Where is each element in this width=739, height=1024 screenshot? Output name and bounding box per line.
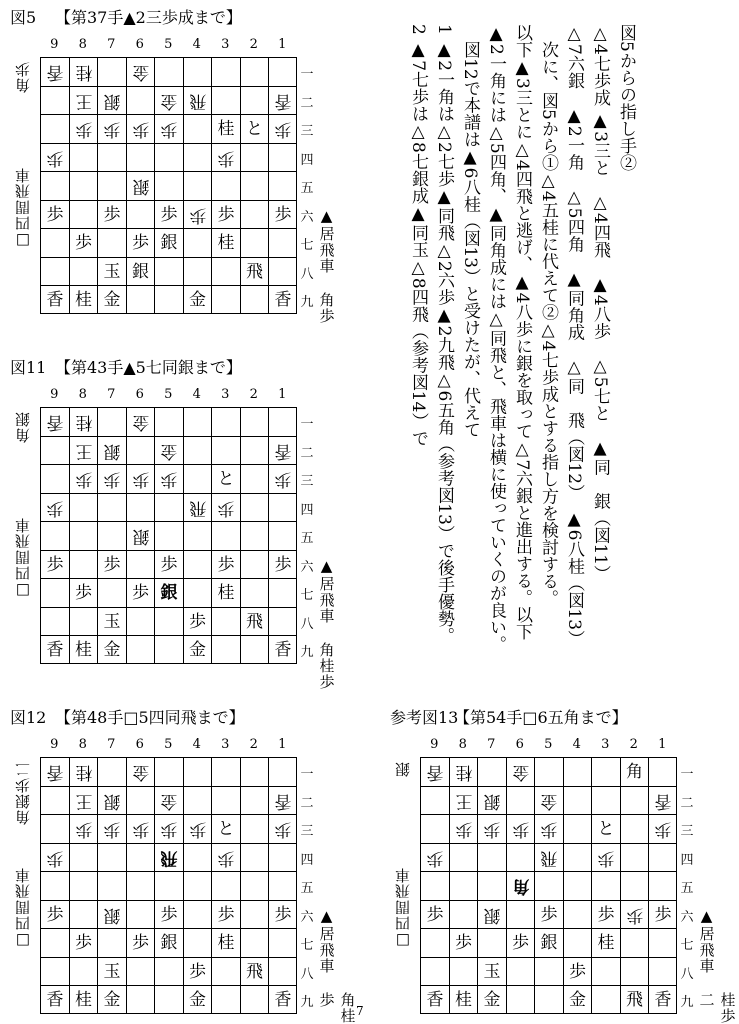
sente-piece: 飛 xyxy=(246,611,263,632)
gote-piece: 王 xyxy=(75,90,92,111)
file-number: 8 xyxy=(78,387,87,402)
gote-piece: 金 xyxy=(540,790,558,811)
sente-piece: 歩 xyxy=(46,204,64,225)
gote-piece: 桂 xyxy=(75,62,92,82)
file-number: 7 xyxy=(107,737,116,752)
sente-piece: 香 xyxy=(46,290,64,310)
gote-piece: 香 xyxy=(274,790,292,811)
sente-piece: と xyxy=(246,119,263,139)
gote-piece: 香 xyxy=(274,90,292,111)
rank-number: 八 xyxy=(300,966,314,982)
file-number: 8 xyxy=(78,37,87,52)
file-number: 4 xyxy=(192,37,201,52)
sente-piece: 金 xyxy=(569,990,586,1010)
gote-piece: 銀 xyxy=(132,526,149,546)
section-heading: 図5からの指し手② xyxy=(616,24,636,171)
sente-piece: 歩 xyxy=(103,204,121,225)
gote-piece: 金 xyxy=(160,440,178,461)
rank-number: 五 xyxy=(300,181,314,196)
gote-player-name: □四間飛車 xyxy=(14,167,32,250)
gote-hand-pieces: 角銀 xyxy=(14,411,32,443)
sente-piece: 銀 xyxy=(132,261,149,282)
sente-piece: 歩 xyxy=(46,904,64,925)
sente-piece: 歩 xyxy=(189,611,206,632)
gote-player-name: □四間飛車 xyxy=(14,517,32,600)
sente-piece: 桂 xyxy=(75,990,92,1010)
gote-piece: 飛 xyxy=(540,847,558,868)
sente-piece: 桂 xyxy=(597,933,615,953)
rank-number: 七 xyxy=(680,938,694,953)
sente-piece: 歩 xyxy=(189,961,206,982)
gote-piece: 金 xyxy=(160,90,178,111)
sente-piece: 香 xyxy=(274,640,292,660)
rank-number: 三 xyxy=(300,824,314,839)
rank-number: 一 xyxy=(680,767,694,782)
rank-number: 七 xyxy=(300,238,314,253)
rank-number: 七 xyxy=(300,938,314,953)
sente-piece: 金 xyxy=(189,290,206,310)
sente-piece: 歩 xyxy=(132,583,149,603)
sente-piece: 玉 xyxy=(103,961,121,982)
file-number: 1 xyxy=(278,37,287,52)
sente-piece: 歩 xyxy=(217,904,235,925)
gote-piece: 歩 xyxy=(654,819,672,839)
gote-piece: 歩 xyxy=(75,819,92,839)
sente-piece: 桂 xyxy=(75,640,92,660)
file-number: 6 xyxy=(135,37,144,52)
file-number: 2 xyxy=(249,387,258,402)
sente-piece: 歩 xyxy=(46,554,64,575)
diagram-title: 【第43手▲5七同銀まで】 xyxy=(55,358,242,377)
diagram-title: 【第37手▲2三歩成まで】 xyxy=(55,8,242,27)
sente-piece: 角 xyxy=(626,762,643,782)
rank-number: 五 xyxy=(300,881,314,896)
note-line-2: 2 ▲7七歩は△8七銀成▲同玉△8四飛（参考図14）で xyxy=(408,24,428,447)
sente-player-name: ▲居飛車 xyxy=(697,907,716,974)
gote-piece: 香 xyxy=(46,762,64,782)
gote-piece: 飛 xyxy=(189,497,206,518)
sente-piece: 歩 xyxy=(540,904,558,925)
gote-piece: 歩 xyxy=(512,819,529,839)
file-number: 6 xyxy=(515,737,524,752)
file-number: 3 xyxy=(601,737,610,752)
gote-piece: 歩 xyxy=(626,904,643,925)
sente-piece: 歩 xyxy=(569,961,586,982)
sente-piece: 桂 xyxy=(455,990,472,1010)
sente-piece: 歩 xyxy=(217,554,235,575)
file-number: 5 xyxy=(164,387,173,402)
gote-piece: 歩 xyxy=(160,819,178,839)
diagram-title: 【第48手□5四同飛まで】 xyxy=(55,708,245,727)
rank-number: 九 xyxy=(300,645,314,660)
gote-piece: 歩 xyxy=(103,119,121,139)
sente-piece: 金 xyxy=(189,990,206,1010)
rank-number: 六 xyxy=(300,559,314,575)
gote-piece: 角 xyxy=(512,876,529,896)
gote-piece: 歩 xyxy=(103,469,121,489)
paragraph-line-3: ▲2一角には△5四角、▲同角成には△同飛と、飛車は横に使っていくのが良い。 xyxy=(486,24,506,653)
rank-number: 二 xyxy=(300,795,314,811)
file-number: 2 xyxy=(629,737,638,752)
note-line-1: 1 ▲2一角は△2七歩▲同飛△2六歩▲2九飛△6五角（参考図13）で後手優勢。 xyxy=(434,24,454,644)
gote-piece: 歩 xyxy=(217,847,235,868)
sente-piece: 桂 xyxy=(217,233,235,253)
gote-piece: 歩 xyxy=(189,819,206,839)
file-number: 9 xyxy=(430,737,439,752)
gote-piece: 歩 xyxy=(132,119,149,139)
file-number: 8 xyxy=(458,737,467,752)
sente-player-name: ▲居飛車 xyxy=(317,557,336,624)
article-text xyxy=(405,24,639,684)
gote-piece: 金 xyxy=(132,762,149,782)
gote-piece: 香 xyxy=(46,412,64,432)
gote-hand-pieces: 角歩 xyxy=(14,61,32,93)
sente-piece: 歩 xyxy=(512,933,529,953)
sente-piece: 歩 xyxy=(274,904,292,925)
gote-piece: 歩 xyxy=(455,819,472,839)
gote-piece: 桂 xyxy=(75,412,92,432)
rank-number: 一 xyxy=(300,67,314,82)
rank-number: 七 xyxy=(300,588,314,603)
sente-piece: 歩 xyxy=(132,933,149,953)
gote-piece: 銀 xyxy=(483,790,501,811)
file-number: 7 xyxy=(487,737,496,752)
gote-piece: 歩 xyxy=(160,119,178,139)
gote-piece: 歩 xyxy=(75,119,92,139)
diagram-label: 参考図13 xyxy=(390,708,459,727)
shogi-board xyxy=(40,757,297,1014)
sente-piece: 歩 xyxy=(654,904,672,925)
gote-piece: 香 xyxy=(426,762,444,782)
gote-piece: 香 xyxy=(654,790,672,811)
sente-player-name: ▲居飛車 xyxy=(317,207,336,274)
sente-piece: 金 xyxy=(103,640,121,660)
gote-piece: 歩 xyxy=(274,819,292,839)
sente-piece: 歩 xyxy=(160,554,178,575)
rank-number: 八 xyxy=(300,616,314,632)
rank-number: 六 xyxy=(680,909,694,925)
sente-piece: 桂 xyxy=(217,933,235,953)
sente-piece: 歩 xyxy=(455,933,472,953)
shogi-board xyxy=(420,757,677,1014)
sente-piece: と xyxy=(217,819,235,839)
sente-piece: と xyxy=(217,469,235,489)
gote-piece: 歩 xyxy=(160,469,178,489)
paragraph-line-2: 以下▲3三とに△4四飛と逃げ、▲4八歩に銀を取って△7六銀と進出する。以下 xyxy=(512,24,532,641)
rank-number: 三 xyxy=(300,124,314,139)
rank-number: 九 xyxy=(680,995,694,1010)
sente-hand-pieces: 角歩 xyxy=(317,292,336,324)
sente-piece: 歩 xyxy=(75,933,92,953)
grid-line xyxy=(620,758,621,1013)
file-number: 2 xyxy=(249,737,258,752)
gote-piece: 金 xyxy=(160,790,178,811)
gote-piece: 歩 xyxy=(274,469,292,489)
sente-piece: 歩 xyxy=(132,233,149,253)
sente-piece: 銀 xyxy=(540,933,558,953)
gote-piece: 歩 xyxy=(46,497,64,518)
gote-piece: 歩 xyxy=(132,469,149,489)
sente-piece: 香 xyxy=(274,990,292,1010)
rank-number: 四 xyxy=(300,152,314,168)
rank-number: 八 xyxy=(680,966,694,982)
sente-hand-pieces: 角桂歩 xyxy=(317,992,357,1024)
sente-piece: 金 xyxy=(103,990,121,1010)
sente-piece: 歩 xyxy=(75,233,92,253)
file-number: 4 xyxy=(192,387,201,402)
gote-piece: 歩 xyxy=(189,204,206,225)
rank-number: 一 xyxy=(300,767,314,782)
file-number: 3 xyxy=(221,387,230,402)
file-number: 3 xyxy=(221,737,230,752)
gote-piece: 飛 xyxy=(160,847,178,868)
gote-piece: 香 xyxy=(274,440,292,461)
sente-piece: 桂 xyxy=(217,583,235,603)
file-number: 1 xyxy=(658,737,667,752)
gote-piece: 歩 xyxy=(483,819,501,839)
gote-hand-pieces: 銀 xyxy=(394,761,412,777)
sente-piece: 桂 xyxy=(217,119,235,139)
gote-piece: 歩 xyxy=(132,819,149,839)
gote-piece: 桂 xyxy=(455,762,472,782)
sente-piece: 歩 xyxy=(426,904,444,925)
diagram-label: 図5 xyxy=(10,8,37,27)
gote-piece: 歩 xyxy=(75,469,92,489)
sente-piece: 銀 xyxy=(160,583,178,603)
gote-piece: 王 xyxy=(75,440,92,461)
rank-number: 五 xyxy=(680,881,694,896)
gote-piece: 桂 xyxy=(75,762,92,782)
sente-piece: 香 xyxy=(46,640,64,660)
gote-piece: 歩 xyxy=(46,847,64,868)
rank-number: 四 xyxy=(300,502,314,518)
shogi-board xyxy=(40,407,297,664)
gote-hand-pieces: 角銀歩二 xyxy=(14,761,32,825)
rank-number: 四 xyxy=(680,852,694,868)
diagram-label: 図12 xyxy=(10,708,47,727)
gote-piece: 銀 xyxy=(103,790,121,811)
gote-piece: 歩 xyxy=(217,497,235,518)
gote-player-name: □四間飛車 xyxy=(14,867,32,950)
sente-piece: 香 xyxy=(654,990,672,1010)
gote-piece: 金 xyxy=(512,762,529,782)
sente-piece: 飛 xyxy=(626,990,643,1010)
gote-piece: 銀 xyxy=(103,440,121,461)
sente-piece: 香 xyxy=(46,990,64,1010)
sente-piece: 飛 xyxy=(246,961,263,982)
gote-piece: 銀 xyxy=(103,904,121,925)
sente-hand-pieces: 桂歩二 xyxy=(697,992,737,1024)
file-number: 1 xyxy=(278,737,287,752)
file-number: 2 xyxy=(249,37,258,52)
gote-piece: 歩 xyxy=(103,819,121,839)
file-number: 6 xyxy=(135,737,144,752)
gote-piece: 歩 xyxy=(46,147,64,168)
sente-piece: 歩 xyxy=(274,554,292,575)
rank-number: 五 xyxy=(300,531,314,546)
sente-piece: 歩 xyxy=(75,583,92,603)
gote-piece: 歩 xyxy=(540,819,558,839)
rank-number: 六 xyxy=(300,909,314,925)
paragraph-line-1: 次に、図5から①△4五桂に代えて②△4七歩成とする指し方を検討する。 xyxy=(538,24,558,607)
sente-piece: 銀 xyxy=(160,933,178,953)
file-number: 7 xyxy=(107,387,116,402)
rank-number: 九 xyxy=(300,295,314,310)
gote-piece: 歩 xyxy=(274,119,292,139)
rank-number: 三 xyxy=(680,824,694,839)
grid-line xyxy=(41,521,296,522)
grid-line xyxy=(41,171,296,172)
gote-piece: 銀 xyxy=(103,90,121,111)
gote-piece: 歩 xyxy=(426,847,444,868)
file-number: 7 xyxy=(107,37,116,52)
page-number: 7 xyxy=(356,1004,364,1018)
file-number: 4 xyxy=(192,737,201,752)
gote-piece: 王 xyxy=(455,790,472,811)
file-number: 5 xyxy=(164,37,173,52)
rank-number: 一 xyxy=(300,417,314,432)
sente-piece: 歩 xyxy=(274,204,292,225)
file-number: 5 xyxy=(544,737,553,752)
sente-piece: 玉 xyxy=(103,611,121,632)
sente-piece: 銀 xyxy=(160,233,178,253)
sente-piece: 金 xyxy=(483,990,501,1010)
gote-piece: 香 xyxy=(46,62,64,82)
shogi-board xyxy=(40,57,297,314)
gote-piece: 金 xyxy=(132,412,149,432)
sente-piece: 歩 xyxy=(217,204,235,225)
sente-piece: 桂 xyxy=(75,290,92,310)
diagram-title: 【第54手□6五角まで】 xyxy=(454,708,628,727)
file-number: 9 xyxy=(50,37,59,52)
gote-player-name: □四間飛車 xyxy=(394,867,412,950)
sente-piece: 金 xyxy=(189,640,206,660)
gote-piece: 銀 xyxy=(132,176,149,196)
diagram-label: 図11 xyxy=(10,358,47,377)
file-number: 1 xyxy=(278,387,287,402)
sente-piece: 歩 xyxy=(597,904,615,925)
rank-number: 四 xyxy=(300,852,314,868)
rank-number: 六 xyxy=(300,209,314,225)
sente-piece: 金 xyxy=(103,290,121,310)
moves-line-2: △7六銀 ▲2一角 △5四角 ▲同角成 △同 飛（図12） ▲6八桂（図13） xyxy=(564,24,584,648)
sente-player-name: ▲居飛車 xyxy=(317,907,336,974)
gote-piece: 歩 xyxy=(217,147,235,168)
file-number: 8 xyxy=(78,737,87,752)
file-number: 3 xyxy=(221,37,230,52)
gote-piece: 銀 xyxy=(483,904,501,925)
rank-number: 二 xyxy=(300,445,314,461)
sente-piece: 玉 xyxy=(483,961,501,982)
rank-number: 三 xyxy=(300,474,314,489)
sente-piece: 歩 xyxy=(160,204,178,225)
sente-hand-pieces: 角桂歩 xyxy=(317,642,336,690)
gote-piece: 歩 xyxy=(597,847,615,868)
sente-piece: 歩 xyxy=(160,904,178,925)
rank-number: 二 xyxy=(300,95,314,111)
sente-piece: 飛 xyxy=(246,261,263,282)
paragraph-line-4: 図12で本譜は▲6八桂（図13）と受けたが、代えて xyxy=(460,24,480,439)
rank-number: 九 xyxy=(300,995,314,1010)
file-number: 9 xyxy=(50,737,59,752)
sente-piece: 歩 xyxy=(103,554,121,575)
sente-piece: 香 xyxy=(426,990,444,1010)
file-number: 6 xyxy=(135,387,144,402)
sente-piece: 玉 xyxy=(103,261,121,282)
rank-number: 八 xyxy=(300,266,314,282)
moves-line-1: △4七歩成 ▲3三と △4四飛 ▲4八歩 △5七と ▲同 銀（図11） xyxy=(590,24,610,583)
file-number: 9 xyxy=(50,387,59,402)
gote-piece: 王 xyxy=(75,790,92,811)
sente-piece: 香 xyxy=(274,290,292,310)
gote-piece: 金 xyxy=(132,62,149,82)
gote-piece: 飛 xyxy=(189,90,206,111)
sente-piece: と xyxy=(597,819,615,839)
file-number: 4 xyxy=(572,737,581,752)
rank-number: 二 xyxy=(680,795,694,811)
file-number: 5 xyxy=(164,737,173,752)
